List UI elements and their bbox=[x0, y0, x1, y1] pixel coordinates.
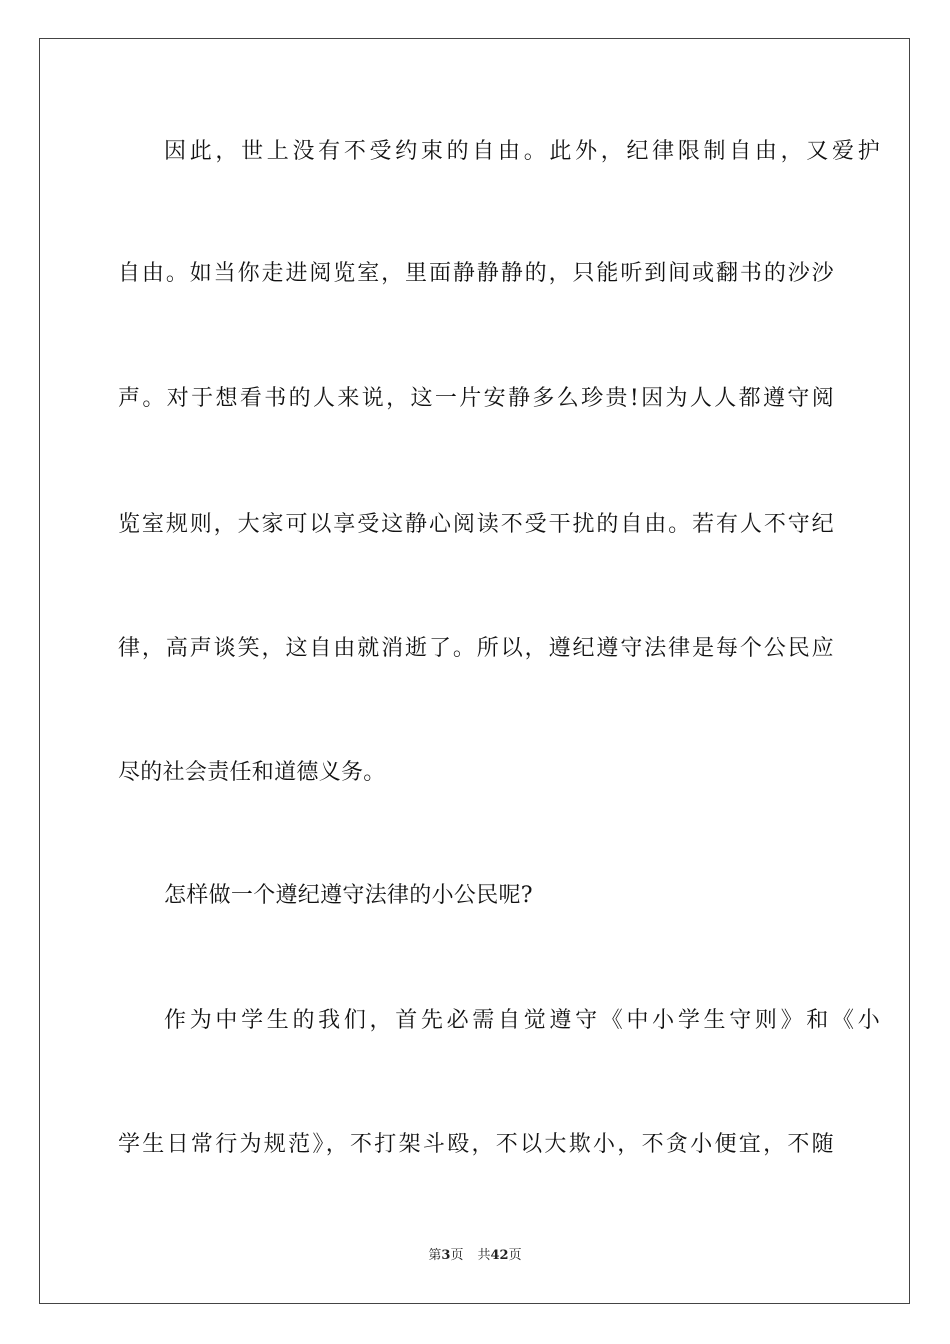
text-line-6: 尽的社会责任和道德义务。 bbox=[118, 760, 386, 785]
text-line-3: 声。对于想看书的人来说，这一片安静多么珍贵!因为人人都遵守阅 bbox=[118, 386, 834, 411]
text-line-4: 览室规则，大家可以享受这静心阅读不受干扰的自由。若有人不守纪 bbox=[118, 512, 834, 537]
text-line-1: 因此，世上没有不受约束的自由。此外，纪律限制自由，又爱护 bbox=[164, 139, 880, 164]
page-suffix: 页 bbox=[450, 1248, 464, 1263]
text-line-5: 律，高声谈笑，这自由就消逝了。所以，遵纪遵守法律是每个公民应 bbox=[118, 636, 834, 661]
text-line-8: 作为中学生的我们，首先必需自觉遵守《中小学生守则》和《小 bbox=[164, 1008, 880, 1033]
page-border bbox=[39, 38, 910, 1304]
text-line-2: 自由。如当你走进阅览室，里面静静静的，只能听到间或翻书的沙沙 bbox=[118, 261, 834, 286]
total-pages: 42 bbox=[490, 1248, 509, 1263]
text-line-9: 学生日常行为规范》，不打架斗殴，不以大欺小，不贪小便宜，不随 bbox=[118, 1132, 834, 1157]
page-footer bbox=[0, 1247, 950, 1265]
total-suffix: 页 bbox=[508, 1248, 522, 1263]
page-number: 3 bbox=[441, 1248, 451, 1263]
page-prefix: 第 bbox=[428, 1248, 442, 1263]
text-line-7: 怎样做一个遵纪遵守法律的小公民呢? bbox=[164, 883, 533, 908]
total-prefix: 共 bbox=[477, 1248, 491, 1263]
